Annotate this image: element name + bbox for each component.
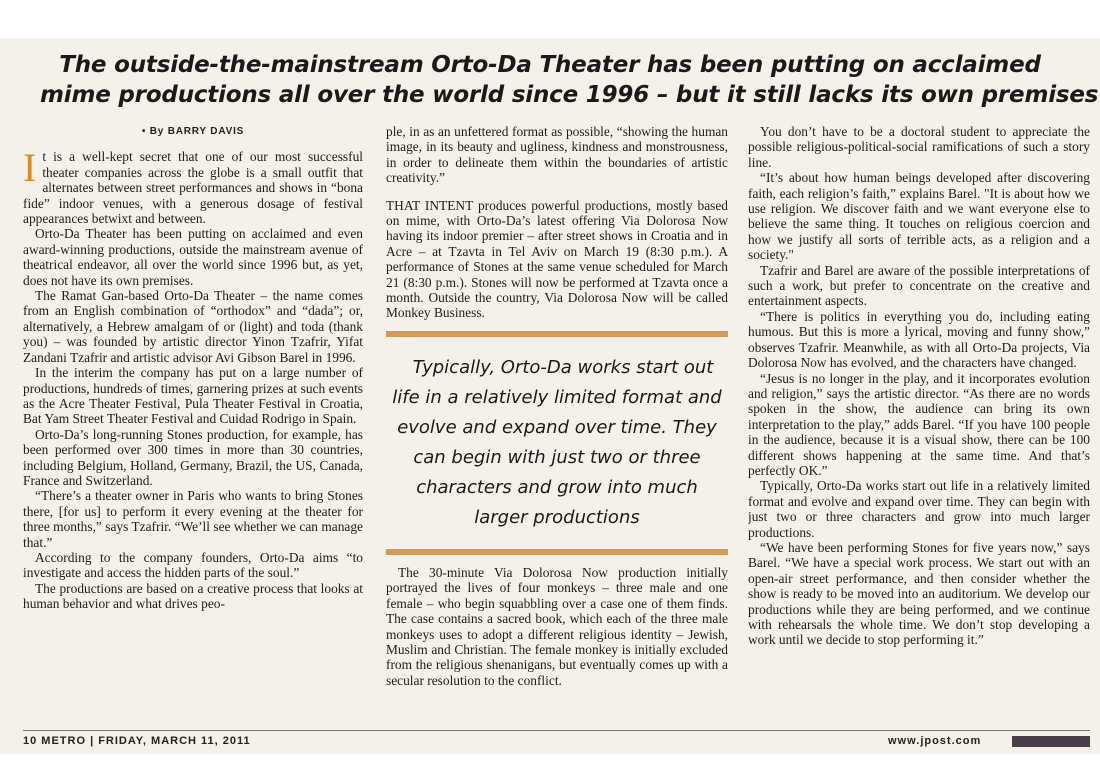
article-column-1	[23, 124, 363, 724]
paragraph: “There’s a theater owner in Paris who wants to bring Stones there, [for us] to perform it every evening at the theater for three months,” says Tzafrir. “We’ll see whether we can manage that.”	[23, 488, 363, 550]
paragraph: Orto-Da’s long-running Stones production, for example, has been performed over 300 times in more than 30 countries, including Belgium, Holland, Germany, Brazil, the US, Canada, France and Switzerland.	[23, 426, 363, 488]
paragraph: “It’s about how human beings developed after discovering faith, each religion’s faith,” explains Barel. "It is about how we use religion. We discover faith and we want everyone else to believe the same thing. It touches on religious coercion and how we justify all sorts of terrible acts, as a religion and a society."	[748, 170, 1090, 263]
page-folio: 10 METRO | FRIDAY, MARCH 11, 2011	[23, 735, 251, 747]
paragraph: Orto-Da Theater has been putting on acclaimed and even award-winning productions, outside the mainstream avenue of theatrical endeavor, all over the world since 1996 but, as yet, does not have its own premises.	[23, 226, 363, 288]
pullquote: Typically, Orto-Da works start out life in a relatively limited format and evolve and expand over time. They can begin with just two or three characters and grow into much larger productions	[392, 356, 722, 528]
headline-line-1: The outside-the-mainstream Orto-Da Theater has been putting on acclaimed	[59, 52, 1041, 78]
byline: • By BARRY DAVIS	[141, 126, 245, 137]
paragraph: You don’t have to be a doctoral student to appreciate the possible religious-political-social ramifications of such a story line.	[748, 124, 1090, 170]
footer-rule	[23, 730, 1090, 731]
paragraph: The Ramat Gan-based Orto-Da Theater – the name comes from an English combination of “orthodox” and “dada”; or, alternatively, a Hebrew amalgam of or (light) and toda (thank you) – was founded by artistic director Yinon Tzafrir, Yifat Zandani Tzafrir and artistic advisor Avi Gibson Barel in 1996.	[23, 288, 363, 365]
article-column-2	[386, 124, 728, 724]
paragraph: The 30-minute Via Dolorosa Now production initially portrayed the lives of four monkeys – three male and one female – who begin squabbling over a case one of them finds. The case contains a sacred book, which each of the three male monkeys uses to adopt a different religious identity – Jewish, Muslim and Christian. The female monkey is initially excluded from the religious shenanigans, but eventually comes up with a secular resolution to the conflict.	[386, 564, 728, 688]
paragraph: Typically, Orto-Da works start out life in a relatively limited format and evolve and expand over time. They can begin with just two or three characters and grow into much larger productions.	[748, 478, 1090, 540]
paragraph	[23, 145, 363, 227]
drop-cap: I	[23, 145, 37, 191]
paragraph: “We have been performing Stones for five years now,” says Barel. “We have a special work process. We start out with an open-air street performance, and then consider whether the show is ready to be moved into an auditorium. We develop our productions while they are being performed, and we continue with rehearsals the whole time. We don’t stop developing a work until we decide to stop performing it.”	[748, 539, 1090, 648]
pullquote-top-rule	[386, 331, 728, 337]
paragraph: Tzafrir and Barel are aware of the possible interpretations of such a work, but prefer to concentrate on the creative and entertainment aspects.	[748, 262, 1090, 309]
subhead-paragraph: THAT INTENT produces powerful productions, mostly based on mime, with Orto-Da’s latest offering Via Dolorosa Now having its indoor premier – after street shows in Croatia and in Acre – at Tzavta in Tel Aviv on March 19 (8:30 p.m.). A performance of Stones at the same venue scheduled for March 21 (8:30 p.m.). Stones will now be performed at Tzavta once a month. Outside the country, Via Dolorosa Now will be called Monkey Business.	[386, 197, 728, 321]
website-url: www.jpost.com	[888, 735, 982, 747]
paragraph: “Jesus is no longer in the play, and it incorporates evolution and religion,” says the artistic director. “As there are no words spoken in the show, the audience can bring its own interpretation to the play,” adds Barel. “If you have 100 people in the audience, because it is a visual show, there can be 100 different shows happening at the same time. And that’s perfectly OK.”	[748, 370, 1090, 478]
headline-line-2: mime productions all over the world since 1996 – but it still lacks its own premises	[40, 82, 1099, 108]
section-tab-bar	[1012, 736, 1090, 747]
paragraph: ple, in as an unfettered format as possible, “showing the human image, in its beauty and ugliness, kindness and monstrousness, in order to delineate them within the boundaries of artistic creativity.”	[386, 124, 728, 186]
paragraph: The productions are based on a creative process that looks at human behavior and what drives peo-	[23, 580, 363, 612]
newsprint-sheet	[0, 38, 1100, 754]
paragraph: “There is politics in everything you do, including eating humous. But this is more a lyrical, moving and funny show,” observes Tzafrir. Meanwhile, as with all Orto-Da projects, Via Dolorosa Now has evolved, and the characters have changed.	[748, 308, 1090, 371]
paragraph-text: t is a well-kept secret that one of our most successful theater companies across the globe is a small outfit that alternates between street performances and shows in “bona fide” indoor venues, with a generous dosage of festival appearances betwixt and between.	[23, 149, 363, 227]
article-column-3	[748, 124, 1090, 724]
pullquote-bottom-rule	[386, 549, 728, 555]
paragraph: According to the company founders, Orto-Da aims “to investigate and access the hidden parts of the soul.”	[23, 549, 363, 581]
paragraph: In the interim the company has put on a large number of productions, hundreds of times, garnering prizes at such events as the Acre Theater Festival, Pula Theater Festival in Croatia, Bat Yam Street Theater Festival and Cuidad Rodrigo in Spain.	[23, 365, 363, 427]
